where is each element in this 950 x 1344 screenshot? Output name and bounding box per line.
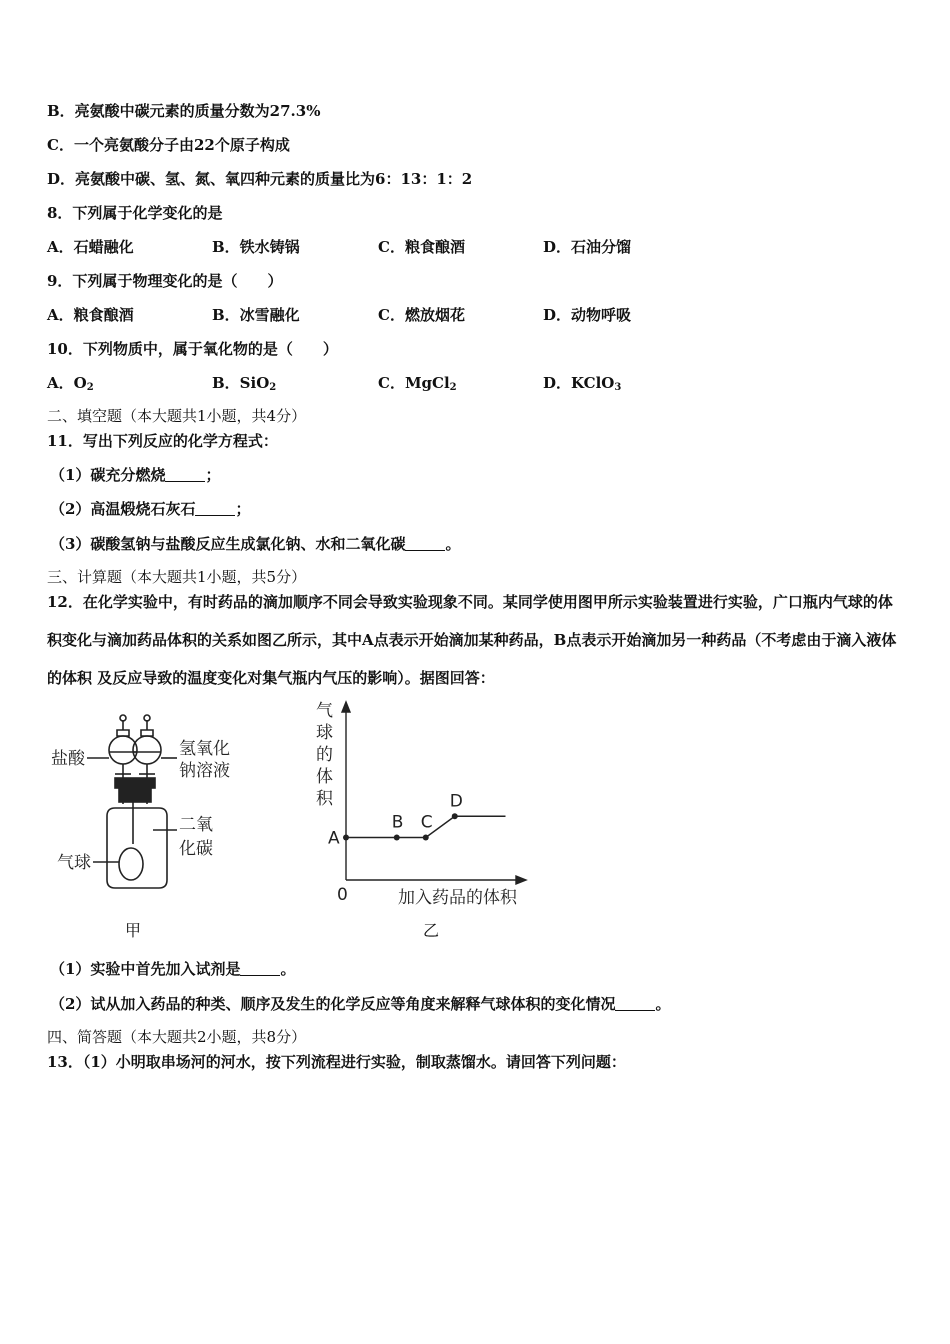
point-d [452,813,458,819]
point-label-a: A [328,828,340,849]
point-label-d: D [449,791,463,812]
point-c [423,835,429,841]
label-balloon: 气球 [57,853,91,873]
q9-option-b: B．冰雪融化 [212,306,300,324]
q11-part-2: （2）高温煅烧石灰石 ； [50,500,251,518]
caption-yi: 乙 [423,921,440,940]
y-axis-label-char: 体 [316,767,333,787]
q11-part-3: （3）碳酸氢钠与盐酸反应生成氯化钠、水和二氧化碳 。 [50,535,461,553]
label-naoh-line2: 钠溶液 [179,761,230,781]
q11-part-1: （1）碳充分燃烧 ； [50,466,221,484]
point-label-c: C [420,812,433,833]
y-axis-label-char: 球 [316,723,333,743]
q10-stem: 10．下列物质中，属于氧化物的是（ ） [47,340,338,358]
q13-stem: 13．（1）小明取串场河的河水，按下列流程进行实验，制取蒸馏水。请回答下列问题： [47,1053,626,1071]
answer-blank[interactable] [405,536,445,551]
q8-stem: 8．下列属于化学变化的是 [47,204,223,222]
answer-blank[interactable] [165,467,205,482]
origin-label: 0 [337,885,348,905]
apparatus-figure [45,712,245,912]
x-axis-arrow [516,876,526,884]
q8-option-a: A．石蜡融化 [47,238,134,256]
y-axis-label-char: 气 [316,701,333,721]
answer-blank[interactable] [240,961,280,976]
q9-option-c: C．燃放烟花 [378,306,465,324]
q9-stem: 9．下列属于物理变化的是（ ） [47,272,283,290]
q12-text: 12．在化学实验中，有时药品的滴加顺序不同会导致实验现象不同。某同学使用图甲所示实验装置进行实验，广口瓶内气球的体积变化与滴加药品体积的关系如图乙所示，其中A点表示开始滴加某种药品，B点表示开始滴加另一种药品（不考虑由于滴入液体的体积 及反应导致的温度变化对集气瓶内气压的影响）。据图回答： [47,593,897,687]
label-co2-line2: 化碳 [179,839,213,859]
x-axis-label: 加入药品的体积 [398,888,517,908]
q10-option-d: D．KClO$_3$ [543,374,622,393]
label-co2-line1: 二氧 [179,815,213,835]
q7-option-d: D．亮氨酸中碳、氢、氮、氧四种元素的质量比为6：13：1：2 [47,170,473,188]
series-layer [328,791,506,848]
point-a [343,835,349,841]
q9-option-a: A．粮食酿酒 [47,306,134,324]
section-3-title: 三、计算题（本大题共1小题，共5分） [47,568,307,586]
q11-stem: 11．写出下列反应的化学方程式： [47,432,278,450]
point-b [394,835,400,841]
y-axis-arrow [342,702,350,712]
q9-option-d: D．动物呼吸 [543,306,632,324]
q8-option-c: C．粮食酿酒 [378,238,465,256]
q7-option-b: B．亮氨酸中碳元素的质量分数为27.3% [47,102,321,120]
q12-part-1: （1）实验中首先加入试剂是 。 [50,960,296,978]
y-axis-label-char: 积 [316,789,333,809]
section-4-title: 四、简答题（本大题共2小题，共8分） [47,1028,307,1046]
label-naoh-line1: 氢氧化 [179,739,230,759]
q8-option-b: B．铁水铸锅 [212,238,300,256]
q10-option-a: A．$O_2$ [47,374,94,393]
q10-option-c: C．MgCl$_2$ [378,374,457,393]
y-axis-label [316,701,334,809]
q8-option-d: D．石油分馏 [543,238,632,256]
section-2-title: 二、填空题（本大题共1小题，共4分） [47,407,307,425]
y-axis-label-char: 的 [316,745,333,765]
q12-part-2: （2）试从加入药品的种类、顺序及发生的化学反应等角度来解释气球体积的变化情况 。 [50,995,671,1013]
q7-option-c: C．一个亮氨酸分子由22个原子构成 [47,136,290,154]
answer-blank[interactable] [615,996,655,1011]
answer-blank[interactable] [195,501,235,516]
balloon-volume-chart [310,698,540,938]
point-label-b: B [391,812,404,833]
label-hcl: 盐酸 [51,749,85,769]
q10-option-b: B．SiO$_2$ [212,374,277,393]
caption-jia: 甲 [125,921,142,940]
